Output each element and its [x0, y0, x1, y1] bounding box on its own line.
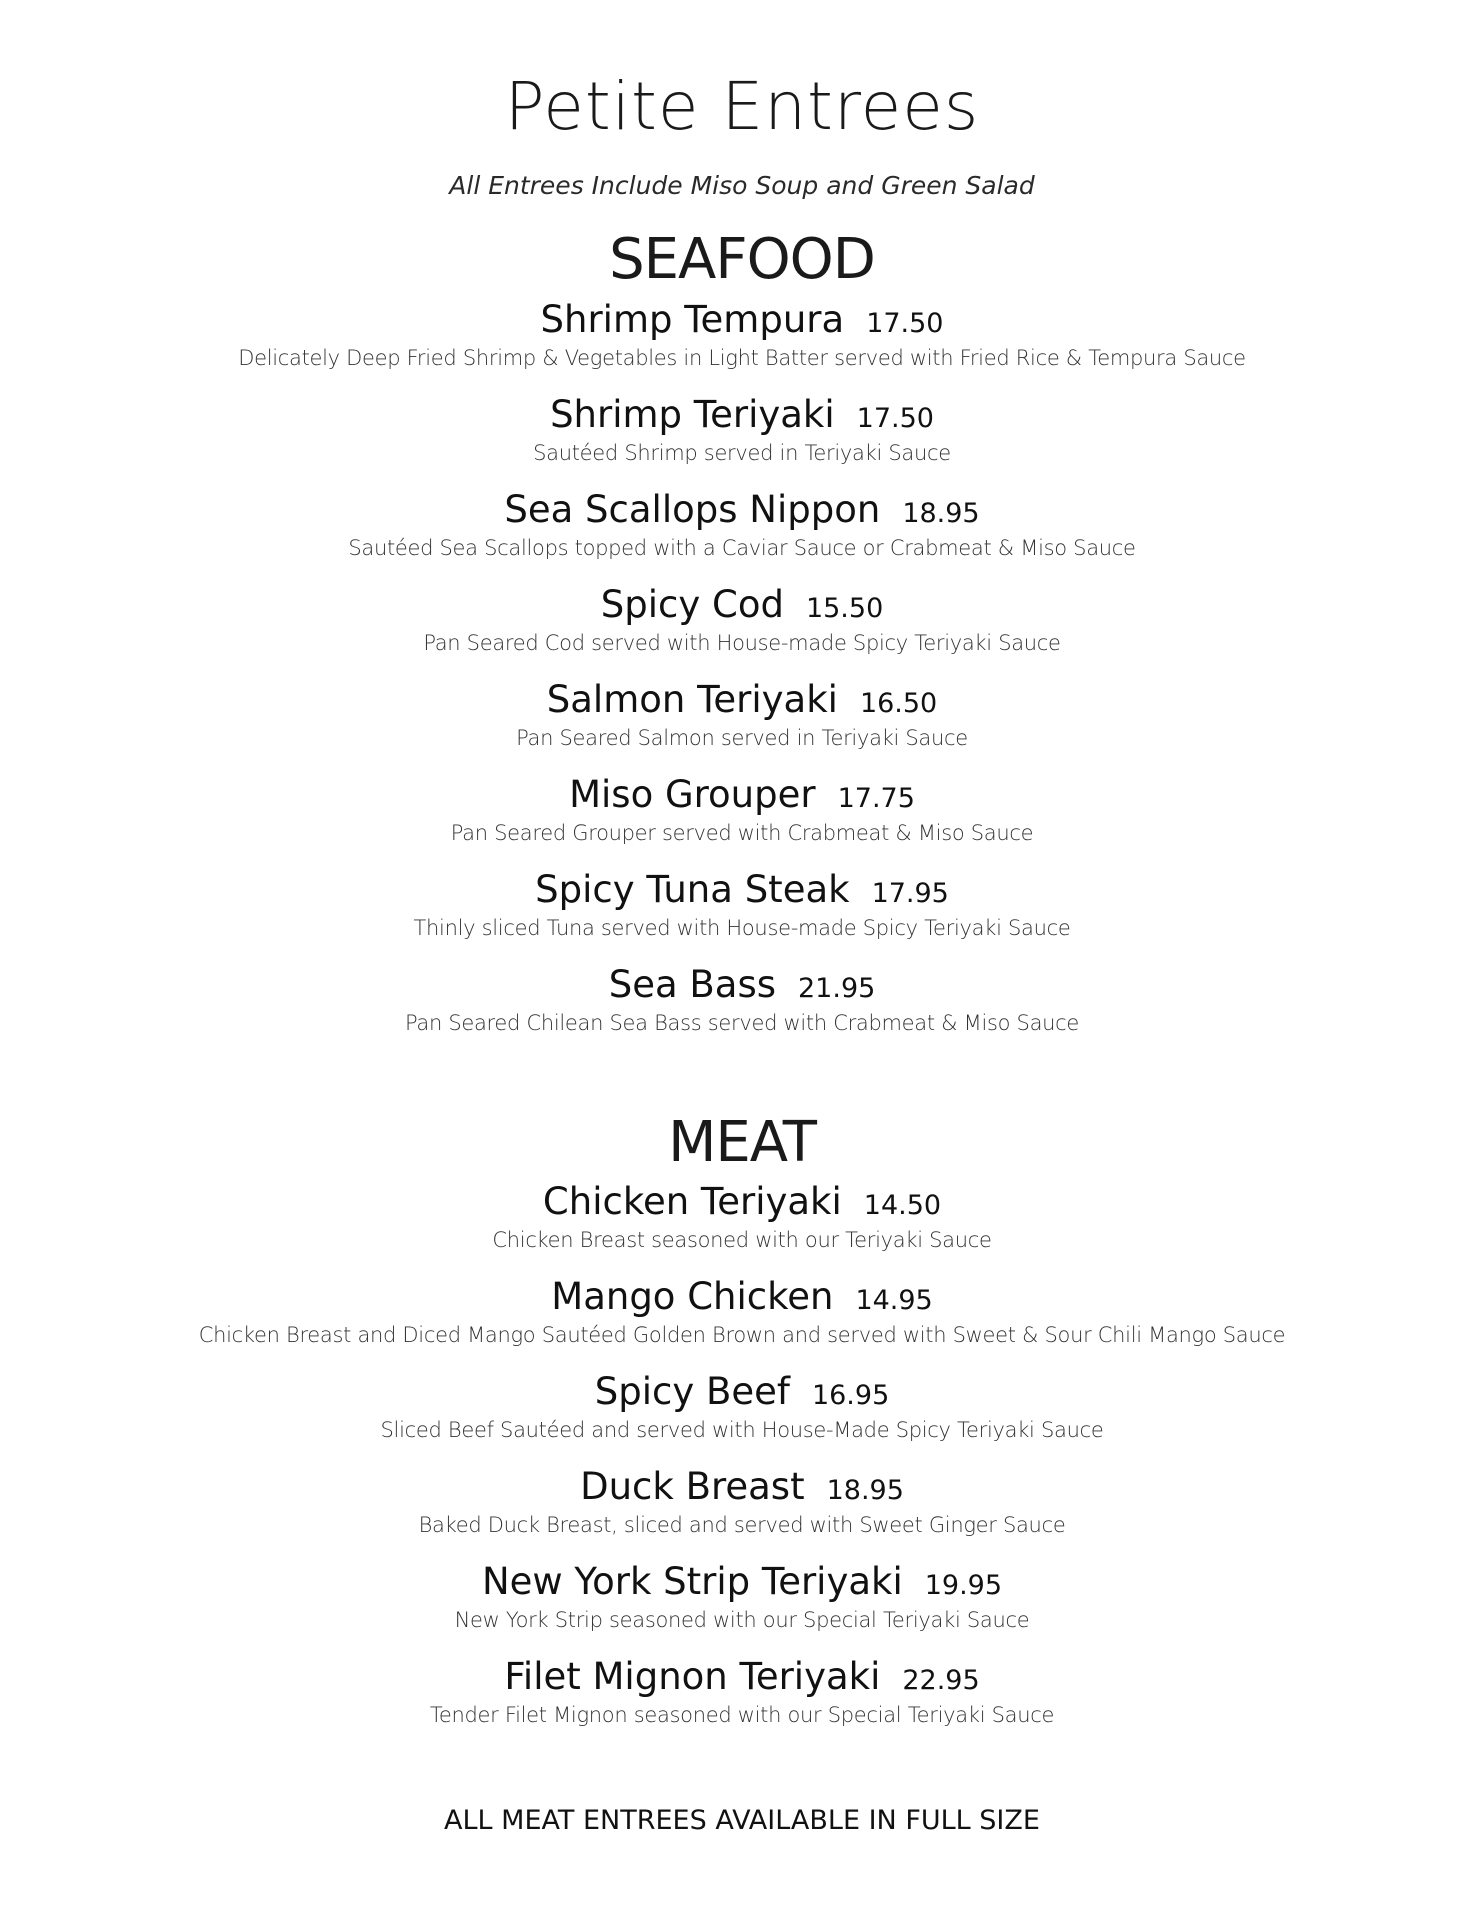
- item-description: Sautéed Shrimp served in Teriyaki Sauce: [533, 441, 951, 465]
- item-name: Sea Bass: [608, 963, 776, 1006]
- menu-item: [0, 1274, 1484, 1350]
- menu-item: [0, 1369, 1484, 1445]
- item-description: Thinly sliced Tuna served with House-made Spicy Teriyaki Sauce: [413, 916, 1071, 940]
- item-name: Spicy Cod: [600, 583, 784, 626]
- menu-item: [0, 297, 1484, 373]
- menu-item: [0, 1179, 1484, 1255]
- item-price: 19.95: [924, 1570, 1003, 1601]
- item-name: Chicken Teriyaki: [542, 1180, 842, 1223]
- item-name: Shrimp Tempura: [540, 298, 845, 341]
- menu-item: [0, 1654, 1484, 1730]
- item-name: Shrimp Teriyaki: [550, 393, 835, 436]
- item-price: 16.95: [811, 1380, 890, 1411]
- item-description: Pan Seared Cod served with House-made Spicy Teriyaki Sauce: [423, 631, 1061, 655]
- menu-item: [0, 1464, 1484, 1540]
- item-description: Chicken Breast seasoned with our Teriyaki Sauce: [492, 1228, 992, 1252]
- item-name: Spicy Beef: [594, 1370, 790, 1413]
- item-description: Sliced Beef Sautéed and served with House-Made Spicy Teriyaki Sauce: [380, 1418, 1104, 1442]
- item-name: Mango Chicken: [551, 1275, 834, 1318]
- section-heading-meat: MEAT: [668, 1110, 816, 1175]
- menu-item: [0, 677, 1484, 753]
- item-price: 17.50: [856, 403, 934, 434]
- item-description: Baked Duck Breast, sliced and served with Sweet Ginger Sauce: [418, 1513, 1066, 1537]
- item-price: 16.50: [859, 688, 938, 719]
- item-name: Salmon Teriyaki: [546, 678, 838, 721]
- item-price: 18.95: [826, 1475, 904, 1506]
- item-price: 17.50: [866, 308, 944, 339]
- item-price: 17.75: [837, 783, 915, 814]
- menu-item: [0, 962, 1484, 1038]
- item-name: Filet Mignon Teriyaki: [504, 1655, 881, 1698]
- item-name: Sea Scallops Nippon: [504, 488, 881, 531]
- item-description: Pan Seared Salmon served in Teriyaki Sauce: [516, 726, 968, 750]
- menu-item: [0, 867, 1484, 943]
- item-description: Tender Filet Mignon seasoned with our Special Teriyaki Sauce: [429, 1703, 1055, 1727]
- item-price: 22.95: [902, 1665, 980, 1696]
- menu-item: [0, 772, 1484, 848]
- menu-item: [0, 487, 1484, 563]
- item-description: New York Strip seasoned with our Special Teriyaki Sauce: [454, 1608, 1030, 1632]
- page-title: Petite Entrees: [504, 68, 980, 145]
- item-name: Miso Grouper: [569, 773, 816, 816]
- item-price: 14.95: [855, 1285, 933, 1316]
- footer-note: ALL MEAT ENTREES AVAILABLE IN FULL SIZE: [444, 1805, 1040, 1836]
- section-heading-seafood: SEAFOOD: [609, 227, 875, 292]
- item-price: 14.50: [863, 1190, 942, 1221]
- item-description: Pan Seared Grouper served with Crabmeat & Miso Sauce: [450, 821, 1034, 845]
- item-description: Chicken Breast and Diced Mango Sautéed Golden Brown and served with Sweet & Sour Chili Mango Sauce: [198, 1323, 1286, 1347]
- item-price: 15.50: [805, 593, 884, 624]
- item-name: Spicy Tuna Steak: [535, 868, 850, 911]
- menu-item: [0, 1559, 1484, 1635]
- item-price: 21.95: [798, 973, 876, 1004]
- item-description: Pan Seared Chilean Sea Bass served with Crabmeat & Miso Sauce: [404, 1011, 1080, 1035]
- item-description: Sautéed Sea Scallops topped with a Caviar Sauce or Crabmeat & Miso Sauce: [348, 536, 1136, 560]
- item-name: Duck Breast: [580, 1465, 805, 1508]
- item-price: 18.95: [902, 498, 980, 529]
- item-name: New York Strip Teriyaki: [481, 1560, 903, 1603]
- menu-item: [0, 392, 1484, 468]
- page-subtitle: All Entrees Include Miso Soup and Green Salad: [449, 171, 1035, 200]
- item-price: 17.95: [871, 878, 949, 909]
- item-description: Delicately Deep Fried Shrimp & Vegetables in Light Batter served with Fried Rice & Tempura Sauce: [238, 346, 1246, 370]
- menu-item: [0, 582, 1484, 658]
